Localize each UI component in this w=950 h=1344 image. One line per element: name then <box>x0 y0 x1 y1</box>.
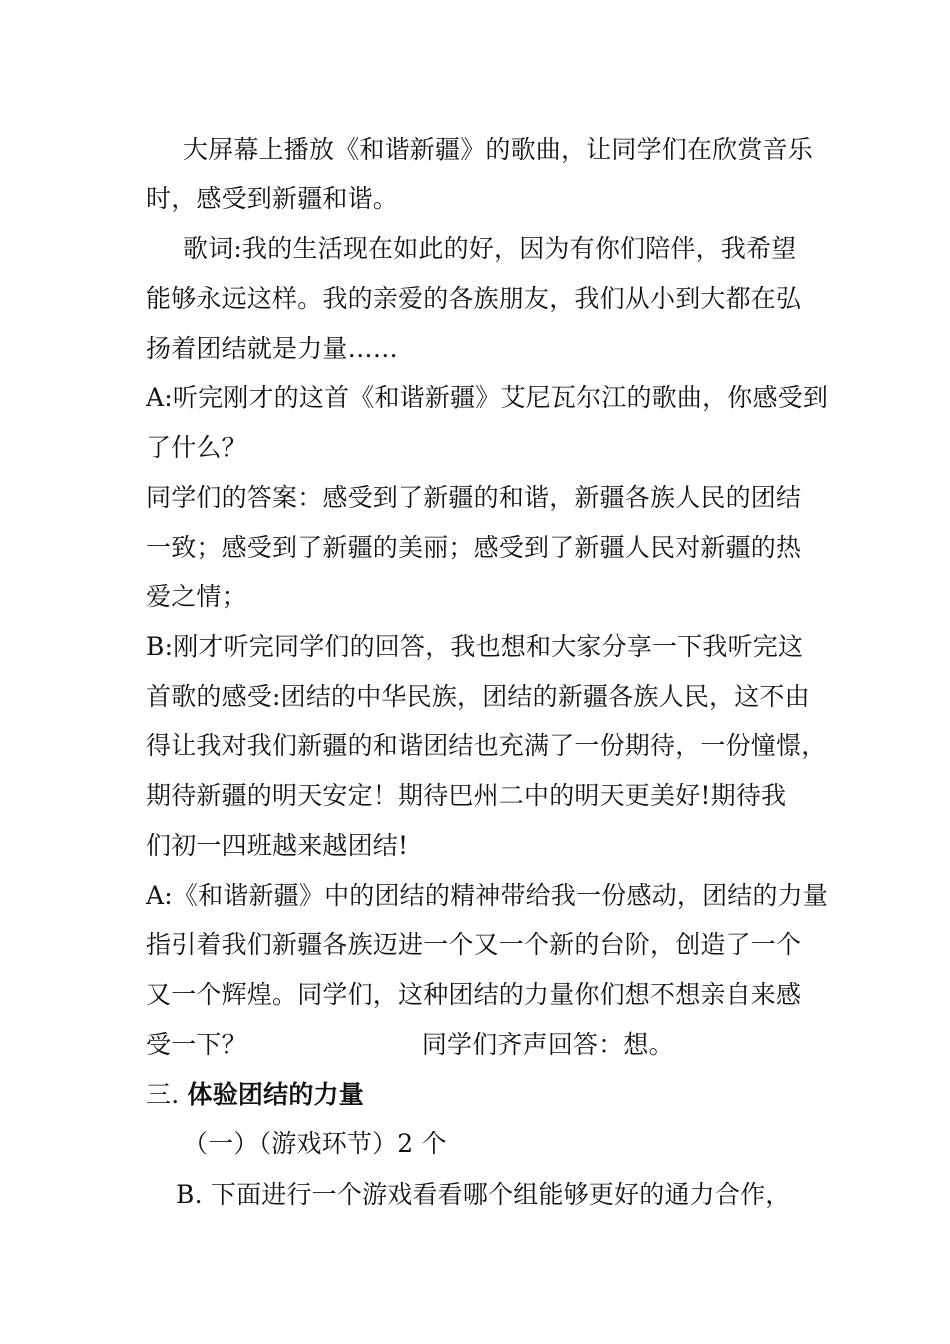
paragraph-line: B:刚才听完同学们的回答，我也想和大家分享一下我听完这 <box>146 632 804 661</box>
paragraph-line: 大屏幕上播放《和谐新疆》的歌曲，让同学们在欣赏音乐 <box>183 135 814 164</box>
paragraph-line: 得让我对我们新疆的和谐团结也充满了一份期待，一份憧憬， <box>146 731 827 760</box>
paragraph-line: 歌词:我的生活现在如此的好，因为有你们陪伴，我希望 <box>183 234 797 263</box>
paragraph-line: A:《和谐新疆》中的团结的精神带给我一份感动，团结的力量 <box>146 881 829 910</box>
paragraph-line: 了什么？ <box>146 433 247 462</box>
sub-item: （一）（游戏环节）2 个 <box>183 1129 447 1158</box>
paragraph-line: B. 下面进行一个游戏看看哪个组能够更好的通力合作， <box>176 1180 791 1209</box>
paragraph-line: 一致；感受到了新疆的美丽；感受到了新疆人民对新疆的热 <box>146 533 802 562</box>
paragraph-line: 同学们的答案：感受到了新疆的和谐，新疆各族人民的团结 <box>146 483 802 512</box>
answer-text: 同学们齐声回答：想。 <box>421 1030 674 1059</box>
paragraph-line: 指引着我们新疆各族迈进一个又一个新的台阶，创造了一个 <box>146 930 802 959</box>
paragraph-line: 又一个辉煌。同学们，这种团结的力量你们想不想亲自来感 <box>146 980 802 1009</box>
section-heading <box>146 1080 364 1110</box>
paragraph-line: 们初一四班越来越团结! <box>146 831 409 860</box>
paragraph-line: 能够永远这样。我的亲爱的各族朋友，我们从小到大都在弘 <box>146 284 802 313</box>
paragraph-line: 时，感受到新疆和谐。 <box>146 184 399 213</box>
paragraph-line: 扬着团结就是力量…… <box>146 334 399 363</box>
section-number: 三. <box>146 1080 180 1109</box>
question-text: 受一下？ <box>146 1030 247 1059</box>
paragraph-line: 期待新疆的明天安定！期待巴州二中的明天更美好!期待我 <box>146 781 787 810</box>
paragraph-line: 爱之情； <box>146 582 247 611</box>
paragraph-line: A:听完刚才的这首《和谐新疆》艾尼瓦尔江的歌曲，你感受到 <box>146 383 829 412</box>
paragraph-line: 首歌的感受:团结的中华民族，团结的新疆各族人民，这不由 <box>146 682 810 711</box>
paragraph-line <box>146 1030 674 1060</box>
section-title: 体验团结的力量 <box>187 1080 364 1109</box>
